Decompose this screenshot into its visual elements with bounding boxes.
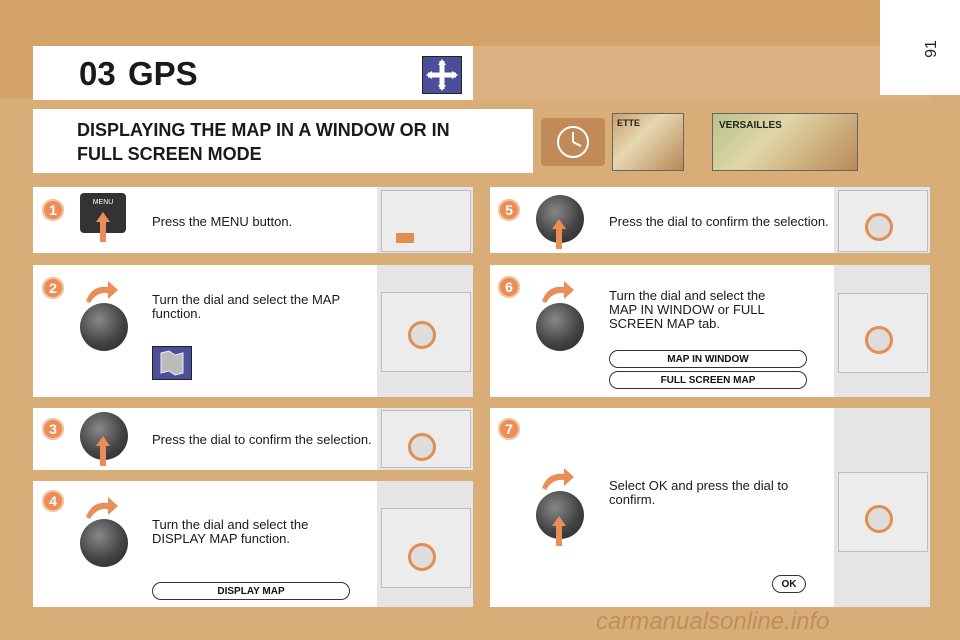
device-diagram-7	[838, 472, 928, 552]
watermark: carmanualsonline.info	[596, 608, 830, 635]
menu-key-highlight	[396, 233, 414, 243]
press-arrow-icon	[96, 436, 110, 466]
step-text-3: Press the dial to confirm the selection.	[152, 432, 372, 447]
full-screen-map-option: FULL SCREEN MAP	[609, 371, 807, 389]
turn-arrow-icon	[84, 281, 118, 303]
step-text-5: Press the dial to confirm the selection.	[609, 214, 829, 229]
device-diagram-4	[381, 508, 471, 588]
step-badge-1: 1	[42, 199, 64, 221]
device-diagram-6	[838, 293, 928, 373]
turn-arrow-icon	[540, 281, 574, 303]
press-arrow-icon	[552, 516, 566, 546]
full-screen-map-thumbnail-label: VERSAILLES	[719, 120, 782, 131]
dial-highlight-ring	[865, 326, 893, 354]
turn-arrow-icon	[84, 497, 118, 519]
device-diagram-1	[381, 190, 471, 252]
dial-icon	[80, 519, 128, 567]
device-diagram-3	[381, 410, 471, 468]
map-function-icon	[152, 346, 192, 380]
clock-icon	[541, 118, 605, 166]
chapter-title: GPS	[128, 55, 198, 92]
press-arrow-icon	[96, 212, 110, 242]
chapter-number: 03	[79, 55, 116, 92]
step-text-4: Turn the dial and select the DISPLAY MAP function.	[152, 517, 309, 546]
dial-highlight-ring	[865, 213, 893, 241]
ok-option: OK	[772, 575, 806, 593]
step-text-1: Press the MENU button.	[152, 214, 293, 229]
step-badge-4: 4	[42, 490, 64, 512]
press-arrow-icon	[552, 219, 566, 249]
map-window-thumbnail	[612, 113, 684, 171]
device-diagram-2	[381, 292, 471, 372]
map-in-window-option: MAP IN WINDOW	[609, 350, 807, 368]
step-text-7: Select OK and press the dial to confirm.	[609, 478, 789, 507]
step-badge-5: 5	[498, 199, 520, 221]
header-tan-band	[473, 46, 930, 100]
dial-highlight-ring	[865, 505, 893, 533]
menu-key-label: MENU	[92, 199, 114, 206]
step-badge-3: 3	[42, 418, 64, 440]
step-badge-7: 7	[498, 418, 520, 440]
full-screen-map-thumbnail	[712, 113, 858, 171]
dial-highlight-ring	[408, 321, 436, 349]
dial-icon	[536, 303, 584, 351]
dial-icon	[80, 303, 128, 351]
gps-navigation-icon	[422, 56, 462, 94]
step-text-2: Turn the dial and select the MAP function.	[152, 292, 340, 321]
step-badge-6: 6	[498, 276, 520, 298]
dial-highlight-ring	[408, 433, 436, 461]
dial-highlight-ring	[408, 543, 436, 571]
device-diagram-5	[838, 190, 928, 252]
step-text-6: Turn the dial and select the MAP IN WINDOW or FULL SCREEN MAP tab.	[609, 288, 766, 331]
page-tab	[880, 0, 960, 95]
turn-arrow-icon	[540, 468, 574, 490]
display-map-option: DISPLAY MAP	[152, 582, 350, 600]
section-title: DISPLAYING THE MAP IN A WINDOW OR IN FULL SCREEN MODE	[77, 120, 450, 164]
page-number: 91	[922, 40, 940, 58]
map-window-thumbnail-label: ETTE	[617, 118, 641, 128]
step-badge-2: 2	[42, 277, 64, 299]
